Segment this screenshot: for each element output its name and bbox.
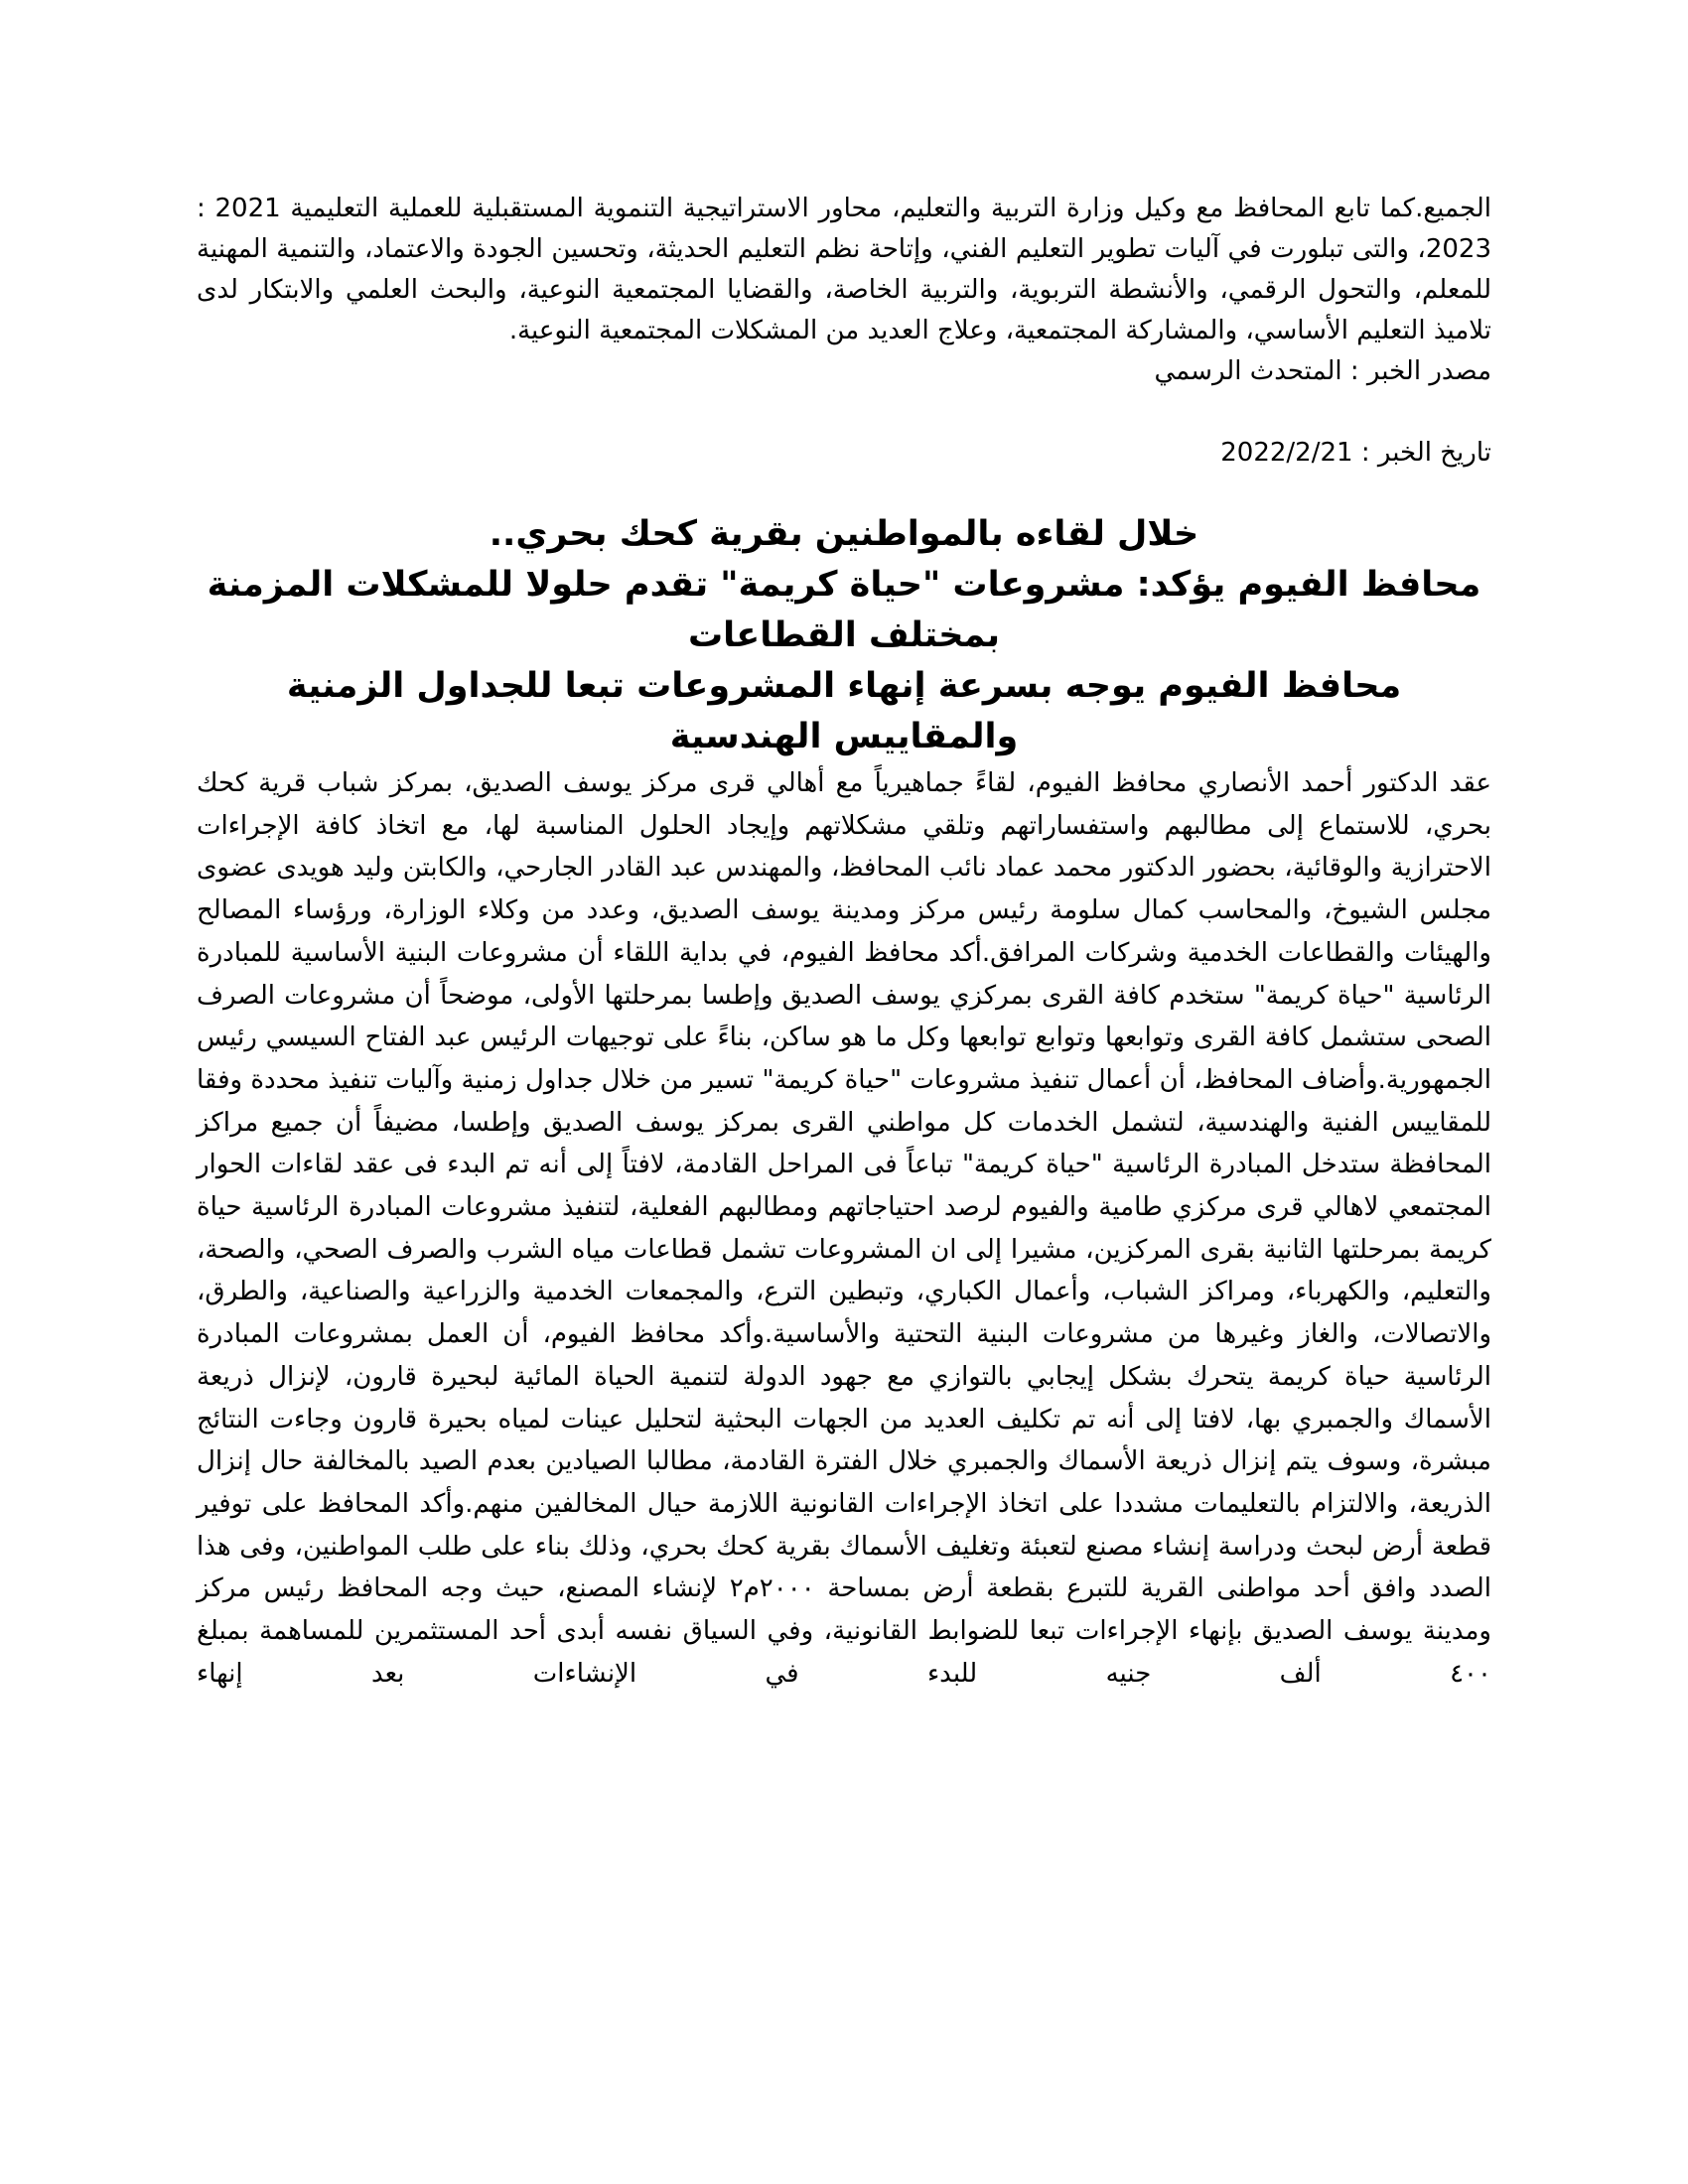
headline-intro: خلال لقاءه بالمواطنين بقرية كحك بحري.. [489,514,1199,554]
spacer [197,392,1491,433]
intro-paragraph: الجميع.كما تابع المحافظ مع وكيل وزارة التربية والتعليم، محاور الاستراتيجية التنموية المستقبلية للعملية التعليمية 2021 : 2023، والتى تبلورت في آليات تطوير التعليم الفني، وإتاحة نظم التعليم الحديثة، وتحسين الجودة والاعتماد، والتنمية المهنية للمعلم، والتحول الرقمي، والأنشطة التربوية، والتربية الخاصة، والقضايا المجتمعية النوعية، والبحث العلمي والابتكار لدى تلاميذ التعليم الأساسي، والمشاركة المجتمعية، وعلاج العديد من المشكلات المجتمعية النوعية. [197,194,1491,345]
news-date: تاريخ الخبر : 2022/2/21 [1220,438,1491,468]
headline-main: محافظ الفيوم يؤكد: مشروعات "حياة كريمة" تقدم حلولا للمشكلات المزمنة بمختلف القطاعات [207,565,1481,655]
news-source: مصدر الخبر : المتحدث الرسمي [1154,356,1491,386]
article-body: عقد الدكتور أحمد الأنصاري محافظ الفيوم، لقاءً جماهيرياً مع أهالي قرى مركز يوسف الصديق، بمركز شباب قرية كحك بحري، للاستماع إلى مطالبهم واستفساراتهم وتلقي مشكلاتهم وإيجاد الحلول المناسبة لها، مع اتخاذ كافة الإجراءات الاحترازية والوقائية، بحضور الدكتور محمد عماد نائب المحافظ، والمهندس عبد القادر الجارحي، والكابتن وليد هويدى عضوى مجلس الشيوخ، والمحاسب كمال سلومة رئيس مركز ومدينة يوسف الصديق، وعدد من وكلاء الوزارة، ورؤساء المصالح والهيئات والقطاعات الخدمية وشركات المرافق.أكد محافظ الفيوم، في بداية اللقاء أن مشروعات البنية الأساسية للمبادرة الرئاسية "حياة كريمة" ستخدم كافة القرى بمركزي يوسف الصديق وإطسا بمرحلتها الأولى، موضحاً أن مشروعات الصرف الصحى ستشمل كافة القرى وتوابعها وتوابع توابعها وكل ما هو ساكن، بناءً على توجيهات الرئيس عبد الفتاح السيسي رئيس الجمهورية.وأضاف المحافظ، أن أعمال تنفيذ مشروعات "حياة كريمة" تسير من خلال جداول زمنية وآليات تنفيذ محددة وفقا للمقاييس الفنية والهندسية، لتشمل الخدمات كل مواطني القرى بمركز يوسف الصديق وإطسا، مضيفاً أن جميع مراكز المحافظة ستدخل المبادرة الرئاسية "حياة كريمة" تباعاً فى المراحل القادمة، لافتاً إلى أنه تم البدء فى عقد لقاءات الحوار المجتمعي لاهالي قرى مركزي طامية والفيوم لرصد احتياجاتهم ومطالبهم الفعلية، لتنفيذ مشروعات المبادرة الرئاسية حياة كريمة بمرحلتها الثانية بقرى المركزين، مشيرا إلى ان المشروعات تشمل قطاعات مياه الشرب والصرف الصحي، والصحة، والتعليم، والكهرباء، ومراكز الشباب، وأعمال الكباري، وتبطين الترع، والمجمعات الخدمية والزراعية والصناعية، والطرق، والاتصالات، والغاز وغيرها من مشروعات البنية التحتية والأساسية.وأكد محافظ الفيوم، أن العمل بمشروعات المبادرة الرئاسية حياة كريمة يتحرك بشكل إيجابي بالتوازي مع جهود الدولة لتنمية الحياة المائية لبحيرة قارون، لإنزال ذريعة الأسماك والجمبري بها، لافتا إلى أنه تم تكليف العديد من الجهات البحثية لتحليل عينات لمياه بحيرة قارون وجاءت النتائج مبشرة، وسوف يتم إنزال ذريعة الأسماك والجمبري خلال الفترة القادمة، مطالبا الصيادين بعدم الصيد بالمخالفة حال إنزال الذريعة، والالتزام بالتعليمات مشددا على اتخاذ الإجراءات القانونية اللازمة حيال المخالفين منهم.وأكد المحافظ على توفير قطعة أرض لبحث ودراسة إنشاء مصنع لتعبئة وتغليف الأسماك بقرية كحك بحري، وذلك بناء على طلب المواطنين، وفى هذا الصدد وافق أحد مواطنى القرية للتبرع بقطعة أرض بمساحة ٢٠٠٠م٢ لإنشاء المصنع، حيث وجه المحافظ رئيس مركز ومدينة يوسف الصديق بإنهاء الإجراءات تبعا للضوابط القانونية، وفي السياق نفسه أبدى أحد المستثمرين للمساهمة بمبلغ ٤٠٠ ألف جنيه للبدء في الإنشاءات بعد إنهاء [197,768,1491,1689]
headline-sub: محافظ الفيوم يوجه بسرعة إنهاء المشروعات تبعا للجداول الزمنية والمقاييس الهندسية [286,666,1402,756]
document-page [197,189,1491,1695]
